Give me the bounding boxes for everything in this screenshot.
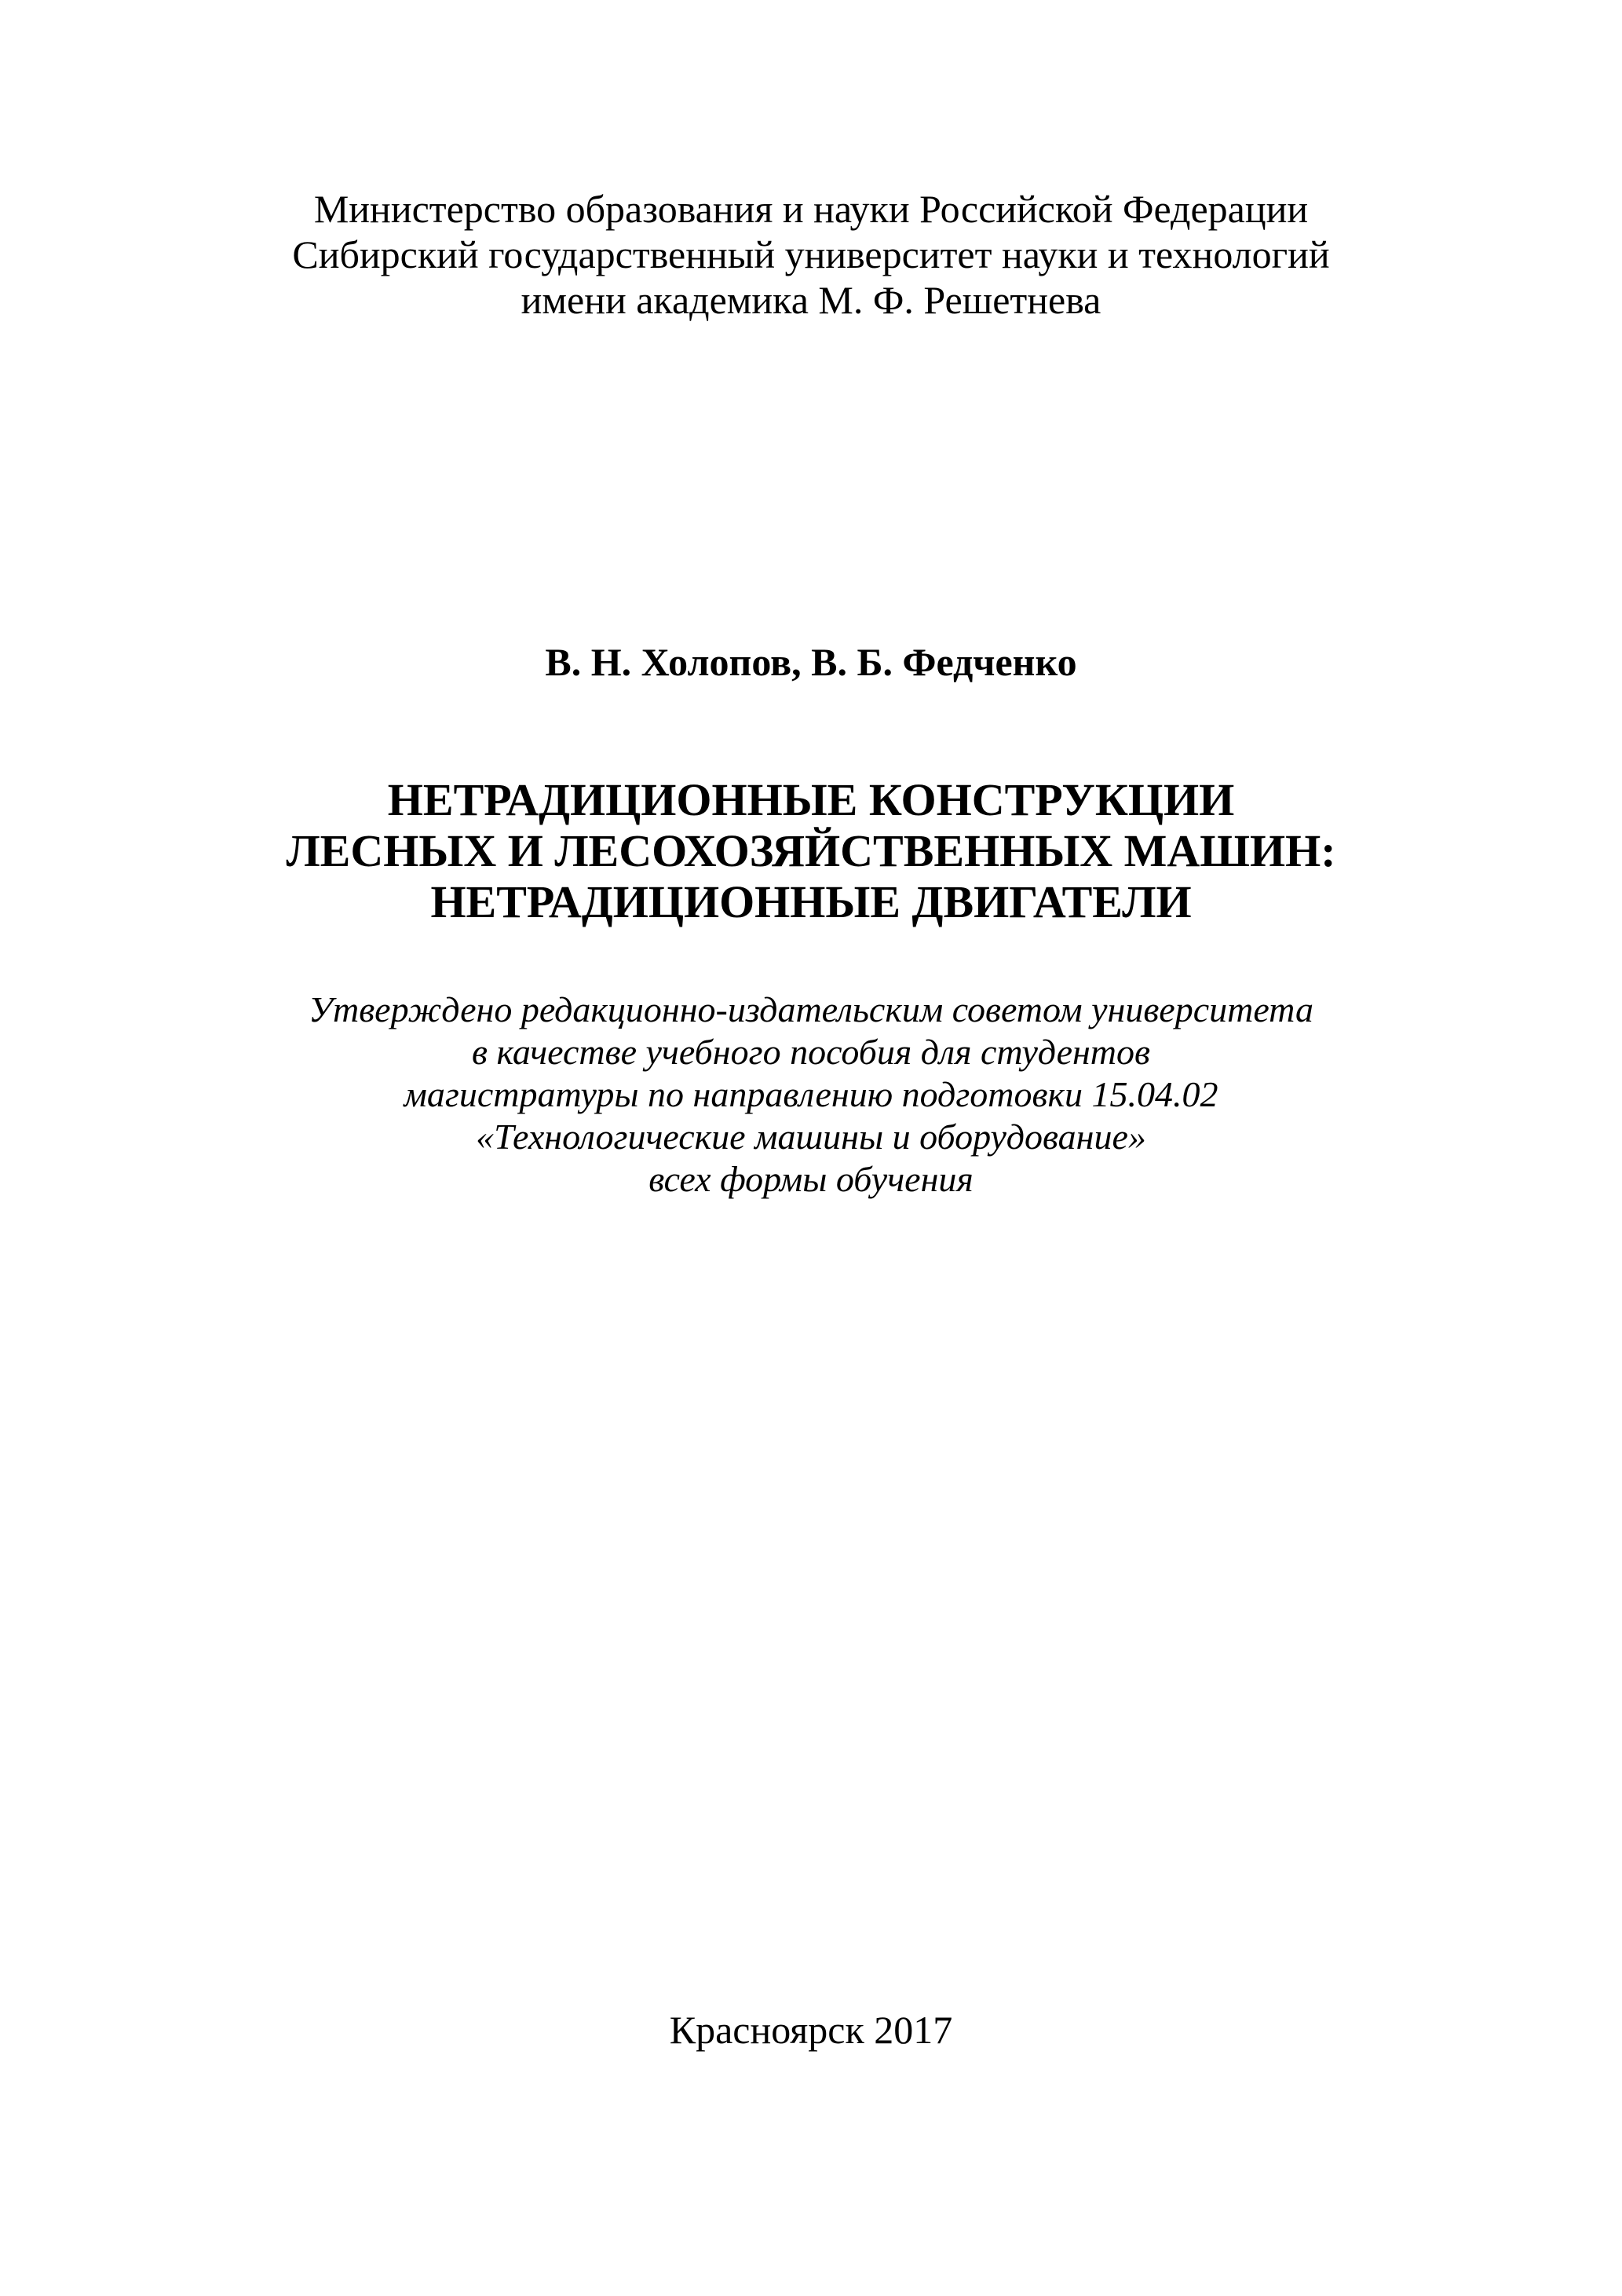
approval-line: всех формы обучения <box>648 1159 974 1199</box>
approval-line: магистратуры по направлению подготовки 15.04.02 <box>404 1074 1218 1114</box>
authors: В. Н. Холопов, В. Б. Федченко <box>545 640 1077 684</box>
title-line: НЕТРАДИЦИОННЫЕ ДВИГАТЕЛИ <box>430 876 1192 927</box>
book-title <box>0 774 1622 927</box>
publisher-header <box>0 186 1622 323</box>
city-and-year: Красноярск 2017 <box>669 2008 953 2052</box>
approval-line: Утверждено редакционно-издательским советом университета <box>309 989 1313 1029</box>
approval-line: в качестве учебного пособия для студентов <box>471 1032 1150 1072</box>
approval-note <box>0 989 1622 1201</box>
title-line: НЕТРАДИЦИОННЫЕ КОНСТРУКЦИИ <box>387 774 1235 825</box>
ministry-name: Министерство образования и науки Российской Федерации <box>313 187 1309 231</box>
approval-line: «Технологические машины и оборудование» <box>476 1117 1146 1157</box>
university-name-continued: имени академика М. Ф. Решетнева <box>521 278 1101 322</box>
title-line: ЛЕСНЫХ И ЛЕСОХОЗЯЙСТВЕННЫХ МАШИН: <box>286 825 1336 876</box>
university-name: Сибирский государственный университет науки и технологий <box>292 232 1330 276</box>
